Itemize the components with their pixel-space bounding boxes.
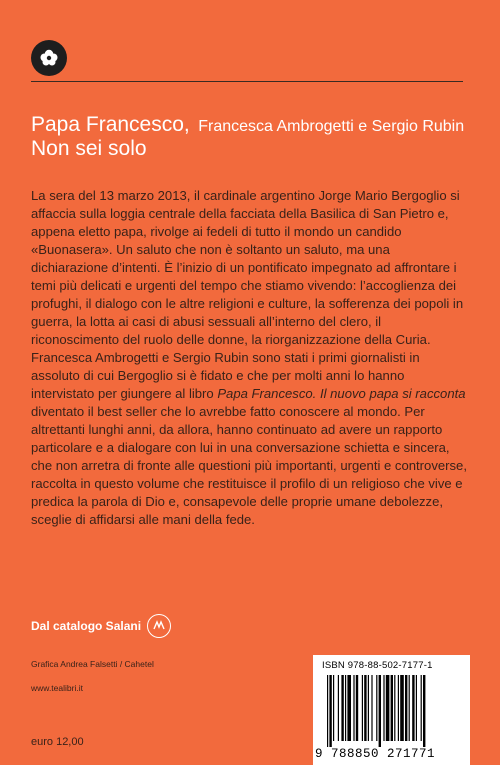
barcode-bar [362, 675, 363, 741]
blurb-text-part2: diventato il best seller che lo avrebbe fatto conoscere al mondo. Per altrettanti lunghi anni, da allora, hanno continuato ad avere un rapporto particolare e a dialogare con lui in una conversazione schietta e sincera, che non arretra di fronte alle questioni più importanti, urgenti e controverse, raccolta in questo volume che restituisce il profilo di un religioso che vive e predica la parola di Dio e, consapevole delle proprie umane debolezze, sceglie di affidarsi alle mani della fede. [31, 404, 467, 527]
barcode-bar [356, 675, 358, 741]
barcode-bar [345, 675, 346, 741]
barcode-bars [313, 673, 470, 747]
design-credits: Grafica Andrea Falsetti / Cahetel [31, 659, 154, 669]
header-divider [31, 81, 463, 82]
book-blurb [31, 187, 469, 529]
barcode-bar [383, 675, 384, 741]
barcode-bar [353, 675, 354, 741]
author-name: Papa Francesco, [31, 113, 190, 136]
barcode-bar [412, 675, 414, 741]
barcode-bar [376, 675, 377, 741]
book-price: euro 12,00 [31, 736, 84, 748]
barcode-bar [338, 675, 339, 741]
barcode-bar [371, 675, 372, 741]
barcode-bar [364, 675, 366, 741]
barcode-bar [409, 675, 410, 741]
catalog-label: Dal catalogo Salani [31, 619, 142, 633]
blurb-text-part1: La sera del 13 marzo 2013, il cardinale argentino Jorge Mario Bergoglio si affaccia sulla loggia centrale della facciata della Basilica di San Pietro e, appena eletto papa, rivolge ai fedeli di tutto il mondo un candido «Buonasera». Un saluto che non è soltanto un saluto, ma una dichiarazione d’intenti. È l’inizio di un pontificato impegnato ad affrontare i temi più delicati e urgenti del tempo che stiamo vivendo: l’accoglienza dei profughi, il dialogo con le altre religioni e culture, la sofferenza dei popoli in guerra, la lotta ai casi di abusi sessuali all’interno del clero, il riconoscimento del ruolo delle donne, la riorganizzazione della Curia. Francesca Ambrogetti e Sergio Rubin sono stati i primi giornalisti in assoluto di cui Bergoglio si è fidato e che per molti anni lo hanno intervistato per giungere al libro [31, 188, 464, 401]
author-line [31, 113, 464, 137]
barcode-digits: 9 788850 271771 [315, 747, 436, 761]
barcode-bar [341, 675, 343, 741]
publisher-website: www.tealibri.it [31, 683, 83, 693]
barcode-bar [398, 675, 399, 741]
barcode-box [313, 655, 470, 765]
barcode-bar [391, 675, 393, 741]
barcode-bar [423, 675, 425, 747]
catalog-line [31, 614, 171, 638]
book-title: Non sei solo [31, 137, 147, 160]
barcode-bar [400, 675, 404, 741]
barcode-bar [327, 675, 328, 747]
isbn-label: ISBN 978-88-502-7177-1 [322, 660, 433, 671]
publisher-logo-icon [31, 40, 67, 76]
barcode-bar [347, 675, 351, 741]
blurb-italic-title: Papa Francesco. Il nuovo papa si racconta [217, 386, 466, 401]
barcode-bar [333, 675, 334, 741]
barcode-bar [379, 675, 381, 747]
barcode-bar [405, 675, 407, 741]
coauthors: Francesca Ambrogetti e Sergio Rubin [198, 118, 465, 135]
barcode-bar [416, 675, 417, 741]
barcode-bar [368, 675, 369, 741]
barcode-bar [329, 675, 331, 747]
barcode-bar [386, 675, 390, 741]
barcode-bar [421, 675, 422, 741]
barcode-bar [394, 675, 395, 741]
salani-catalog-icon [147, 614, 171, 638]
